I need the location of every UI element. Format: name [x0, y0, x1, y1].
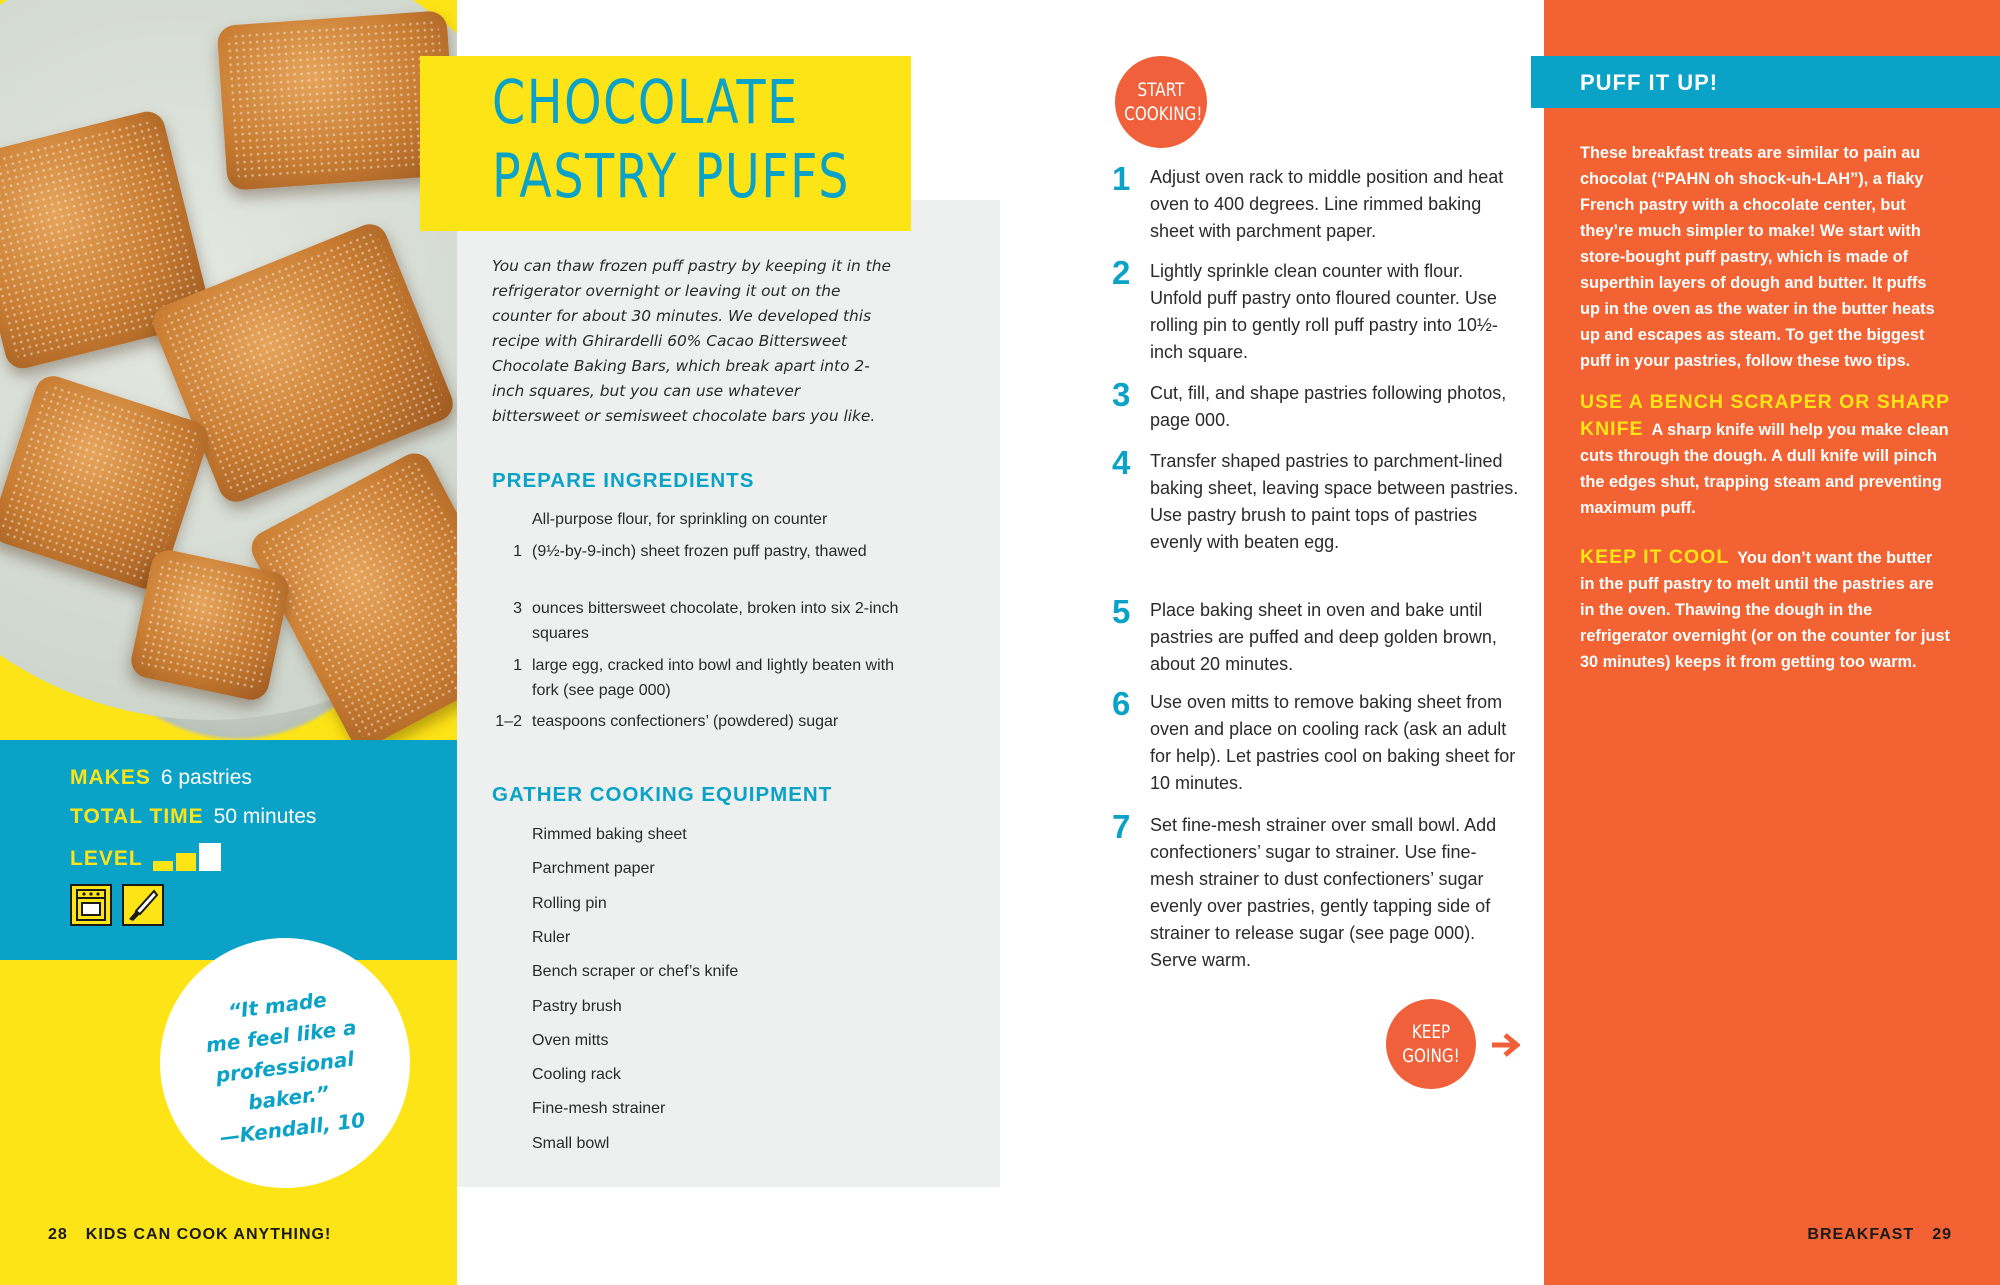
level-bar	[199, 843, 221, 871]
ingredient-text: (9½-by-9-inch) sheet frozen puff pastry, thawed	[532, 543, 867, 560]
step-number: 1	[1112, 160, 1131, 197]
ingredient-text: All-purpose flour, for sprinkling on counter	[532, 511, 828, 528]
equipment-item: Small bowl	[532, 1134, 610, 1152]
ingredient-qty: 1–2	[495, 713, 522, 730]
makes-label: MAKES	[70, 766, 151, 789]
step-number: 4	[1112, 444, 1131, 481]
ingredient-text: teaspoons confectioners’ (powdered) sugar	[532, 713, 839, 730]
step-text: Lightly sprinkle clean counter with flour. Unfold puff pastry onto floured counter. Use rolling pin to gently roll puff pastry into 10½-inch square.	[1150, 261, 1498, 362]
step-text: Use oven mitts to remove baking sheet from oven and place on cooling rack (ask an adult for help). Let pastries cool on baking sheet for 10 minutes.	[1150, 692, 1516, 793]
level-indicator	[153, 843, 224, 871]
step-number: 6	[1112, 685, 1131, 722]
sidebar-intro: These breakfast treats are similar to pain au chocolat (“PAHN oh shock-uh-LAH”), a flaky French pastry with a chocolate center, but they’re much simpler to make! We start with store-bought puff pastry, which is made of superthin layers of dough and butter. It puffs up in the oven as the water in the butter heats up and escapes as steam. To get the biggest puff in your pastries, follow these two tips.	[1580, 144, 1935, 370]
footer-right	[1807, 1226, 1952, 1244]
equipment-item: Parchment paper	[532, 860, 655, 878]
stat-total-time	[70, 805, 316, 829]
equipment-heading: GATHER COOKING EQUIPMENT	[492, 783, 833, 806]
level-bar	[153, 861, 173, 871]
equipment-item: Rolling pin	[532, 894, 607, 912]
stat-level	[70, 843, 224, 871]
tip1-text: A sharp knife will help you make clean cuts through the dough. A dull knife will pinch the edges shut, trapping steam and preventing maximum puff.	[1580, 421, 1949, 517]
sidebar-title: PUFF IT UP!	[1580, 70, 1719, 95]
kid-quote: “It made me feel like a professional baker.” —Kendall, 10	[204, 987, 367, 1150]
equipment-item: Rimmed baking sheet	[532, 826, 687, 843]
level-label: LEVEL	[70, 847, 143, 870]
makes-value: 6 pastries	[160, 766, 252, 789]
recipe-title: CHOCOLATE PASTRY PUFFS	[492, 67, 851, 212]
equipment-item: Bench scraper or chef’s knife	[532, 963, 739, 981]
ingredient-qty: 1	[513, 657, 522, 674]
step-text: Place baking sheet in oven and bake until pastries are puffed and deep golden brown, about 20 minutes.	[1150, 600, 1497, 674]
step-number: 7	[1112, 808, 1131, 845]
tip2-heading: KEEP IT COOL	[1580, 546, 1730, 568]
tip-keep-cool	[1580, 544, 1950, 675]
knife-icon	[122, 884, 164, 926]
step-text: Set fine-mesh strainer over small bowl. Add confectioners’ sugar to strainer. Use fine-mesh strainer to dust confectioners’ sugar evenly over pastries, gently tapping side of strainer to release sugar (see page 000). Serve warm.	[1150, 815, 1497, 970]
book-title: KIDS CAN COOK ANYTHING!	[85, 1226, 332, 1243]
step-text: Cut, fill, and shape pastries following photos, page 000.	[1150, 383, 1507, 430]
page-number-right: 29	[1932, 1226, 1952, 1243]
equipment-item: Oven mitts	[532, 1031, 609, 1049]
equipment-item: Pastry brush	[532, 997, 622, 1015]
ingredient-qty: 1	[513, 543, 522, 560]
oven-icon	[70, 884, 112, 926]
tip1-heading: USE A BENCH SCRAPER OR SHARP KNIFE	[1580, 391, 1950, 440]
start-cooking-label: START COOKING!	[1124, 79, 1203, 125]
keep-going-label: KEEP GOING!	[1402, 1021, 1460, 1067]
step-number: 3	[1112, 376, 1131, 413]
ingredient-text: ounces bittersweet chocolate, broken into six 2-inch squares	[532, 600, 899, 642]
time-label: TOTAL TIME	[70, 805, 204, 828]
arrow-right-icon	[1490, 1030, 1520, 1060]
step-text: Adjust oven rack to middle position and heat oven to 400 degrees. Line rimmed baking sheet with parchment paper.	[1150, 167, 1504, 241]
ingredient-qty: 3	[513, 600, 522, 617]
equipment-item: Fine-mesh strainer	[532, 1100, 666, 1118]
ingredients-heading: PREPARE INGREDIENTS	[492, 469, 755, 492]
footer-left	[48, 1226, 331, 1244]
ingredient-text: large egg, cracked into bowl and lightly beaten with fork (see page 000)	[532, 657, 894, 699]
time-value: 50 minutes	[213, 805, 317, 828]
stat-makes	[70, 766, 252, 790]
step-number: 2	[1112, 254, 1131, 291]
tip2-text: You don’t want the butter in the puff pastry to melt until the pastries are in the oven. Thawing the dough in the refrigerator overnight (or on the counter for just 30 minutes) keeps it from getting too warm.	[1580, 549, 1950, 671]
tip-bench-scraper	[1580, 389, 1950, 521]
equipment-item: Ruler	[532, 928, 571, 946]
recipe-photo	[0, 0, 457, 740]
level-bar	[176, 853, 196, 871]
equipment-item: Cooling rack	[532, 1066, 621, 1084]
page-number-left: 28	[48, 1226, 68, 1243]
keep-going-badge	[1386, 999, 1476, 1089]
section-name: BREAKFAST	[1807, 1226, 1915, 1243]
step-number: 5	[1112, 593, 1131, 630]
start-cooking-badge	[1115, 56, 1207, 148]
step-text: Transfer shaped pastries to parchment-lined baking sheet, leaving space between pastries. Use pastry brush to paint tops of pastries evenly with beaten egg.	[1150, 451, 1519, 552]
recipe-intro: You can thaw frozen puff pastry by keeping it in the refrigerator overnight or leaving it out on the counter for about 30 minutes. We developed this recipe with Ghirardelli 60% Cacao Bittersweet Chocolate Baking Bars, which break apart into 2-inch squares, but you can use whatever bittersweet or semisweet chocolate bars you like.	[492, 257, 891, 425]
